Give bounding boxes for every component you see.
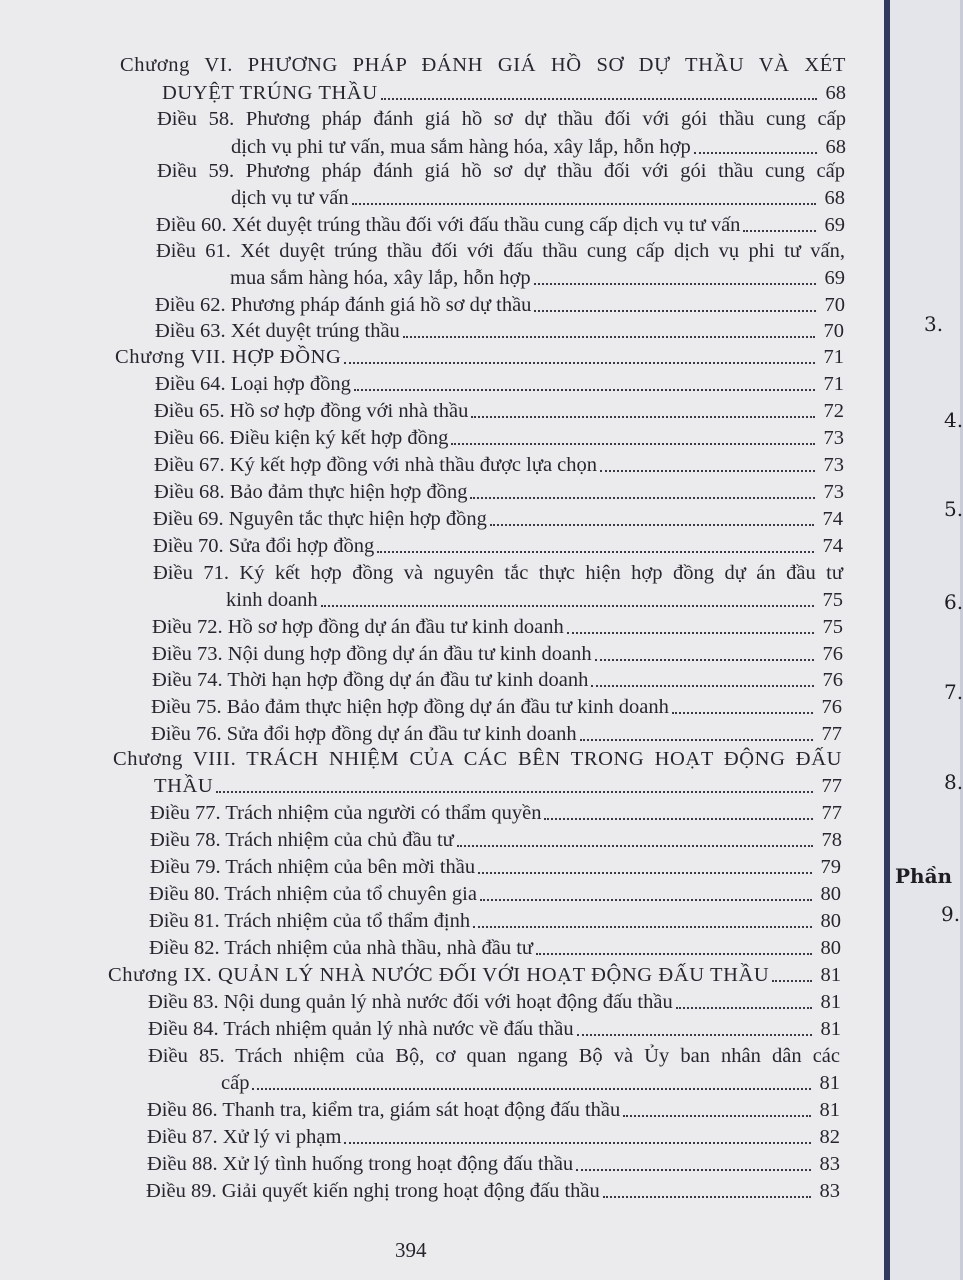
toc-entry-title: DUYỆT TRÚNG THẦU [162,82,378,104]
toc-entry-title: Điều 72. Hồ sơ hợp đồng dự án đầu tư kinh doanh [152,616,564,638]
dot-leader [490,524,814,526]
dot-leader [252,1088,811,1090]
adjacent-fragment: 4. [944,408,963,432]
toc-entry-title: THẦU [154,775,214,797]
toc-page-number: 73 [823,454,844,476]
dot-leader [354,389,815,391]
toc-page-number: 72 [823,400,844,422]
toc-article-line [154,479,844,505]
toc-entry-title: Điều 89. Giải quyết kiến nghị trong hoạt động đấu thầu [146,1180,600,1202]
dot-leader [536,953,812,955]
toc-entry-title: Điều 70. Sửa đổi hợp đồng [153,535,375,557]
toc-page-number: 81 [819,1099,840,1121]
toc-page-number: 80 [820,937,841,959]
toc-entry-title: Điều 86. Thanh tra, kiểm tra, giám sát hoạt động đấu thầu [147,1099,621,1121]
toc-article-line [231,185,845,211]
toc-article-line [149,881,841,907]
adjacent-fragment: 6. [944,590,963,614]
dot-leader [603,1196,811,1198]
toc-page-number: 77 [821,775,842,797]
toc-chapter-line [113,746,842,772]
toc-article-line [221,1070,840,1096]
toc-page-number: 73 [823,481,844,503]
toc-page-number: 77 [821,723,842,745]
toc-entry-title: Điều 65. Hồ sơ hợp đồng với nhà thầu [154,400,469,422]
toc-entry-title: Điều 66. Điều kiện ký kết hợp đồng [154,427,449,449]
toc-page-number: 76 [821,696,842,718]
toc-article-line [155,318,844,344]
toc-entry-title: Điều 74. Thời hạn hợp đồng dự án đầu tư kinh doanh [152,669,589,691]
adjacent-fragment: 3. [924,312,944,336]
toc-page-number: 82 [819,1126,840,1148]
toc-article-line [155,371,844,397]
toc-page-number: 75 [822,616,843,638]
toc-page-number: 75 [822,589,843,611]
toc-article-line [149,935,841,961]
toc-article-line [230,265,845,291]
toc-entry-title: Điều 73. Nội dung hợp đồng dự án đầu tư kinh doanh [152,643,592,665]
dot-leader [600,470,815,472]
toc-page-number: 74 [822,535,843,557]
toc-page-number: 70 [823,320,844,342]
toc-entry-title: Điều 69. Nguyên tắc thực hiện hợp đồng [153,508,487,530]
toc-article-line [148,1043,840,1069]
dot-leader [694,152,817,154]
toc-chapter-line [162,80,846,106]
dot-leader [480,899,812,901]
toc-article-line [156,212,845,238]
toc-article-line [153,560,843,586]
toc-entry-title: Điều 85. Trách nhiệm của Bộ, cơ quan ngang Bộ và Ủy ban nhân dân các [148,1045,840,1067]
toc-entry-title: Điều 61. Xét duyệt trúng thầu đối với đấu thầu cung cấp dịch vụ phi tư vấn, [156,240,845,262]
dot-leader [478,872,812,874]
adjacent-fragment: 9. [941,902,961,926]
toc-page-number: 70 [824,294,845,316]
adjacent-fragment: 7. [944,680,963,704]
toc-article-line [148,1016,841,1042]
toc-page-number: 81 [820,1018,841,1040]
dot-leader [470,497,815,499]
toc-page-number: 68 [825,136,846,158]
toc-article-line [152,614,843,640]
toc-article-line [146,1178,840,1204]
toc-article-line [226,587,843,613]
dot-leader [743,230,816,232]
dot-leader [591,685,814,687]
adjacent-fragment: 8. [944,770,963,794]
toc-entry-title: Điều 68. Bảo đảm thực hiện hợp đồng [154,481,468,503]
toc-page-number: 80 [820,910,841,932]
toc-entry-title: Điều 82. Trách nhiệm của nhà thầu, nhà đầu tư [149,937,534,959]
dot-leader [352,203,816,205]
dot-leader [544,818,813,820]
toc-article-line [153,506,843,532]
toc-entry-title: Điều 80. Trách nhiệm của tổ chuyên gia [149,883,477,905]
dot-leader [403,336,815,338]
toc-article-line [151,694,842,720]
toc-article-line [152,641,843,667]
toc-entry-title: Chương VII. HỢP ĐỒNG [115,346,342,368]
dot-leader [457,845,813,847]
toc-entry-title: Điều 81. Trách nhiệm của tổ thẩm định [149,910,471,932]
dot-leader [576,1169,811,1171]
dot-leader [676,1007,812,1009]
toc-article-line [150,854,841,880]
dot-leader [451,443,815,445]
toc-article-line [154,452,844,478]
dot-leader [577,1034,812,1036]
toc-page-number: 83 [819,1180,840,1202]
toc-entry-title: mua sắm hàng hóa, xây lắp, hỗn hợp [230,267,531,289]
toc-chapter-line [115,344,844,370]
toc-page-number: 81 [819,1072,840,1094]
toc-page-number: 73 [823,427,844,449]
dot-leader [595,659,814,661]
toc-page-number: 83 [819,1153,840,1175]
dot-leader [473,926,812,928]
toc-page-number: 77 [821,802,842,824]
toc-article-line [156,238,845,264]
toc-entry-title: Điều 88. Xử lý tình huống trong hoạt động đấu thầu [147,1153,574,1175]
toc-page-number: 81 [820,964,841,986]
toc-article-line [154,425,844,451]
toc-entry-title: Điều 63. Xét duyệt trúng thầu [155,320,400,342]
toc-chapter-line [120,52,846,78]
dot-leader [377,551,814,553]
toc-page-number: 80 [820,883,841,905]
toc-page-number: 74 [822,508,843,530]
toc-page-number: 69 [824,214,845,236]
dot-leader [344,1142,811,1144]
toc-page-number: 69 [824,267,845,289]
dot-leader [534,283,816,285]
toc-article-line [147,1097,840,1123]
dot-leader [672,712,813,714]
toc-page-number: 68 [825,82,846,104]
toc-page-number: 81 [820,991,841,1013]
toc-article-line [148,989,841,1015]
toc-page-number: 79 [820,856,841,878]
toc-entry-title: Điều 60. Xét duyệt trúng thầu đối với đấu thầu cung cấp dịch vụ tư vấn [156,214,741,236]
dot-leader [567,632,814,634]
dot-leader [216,791,813,793]
toc-entry-title: kinh doanh [226,589,318,611]
adjacent-page [890,0,963,1280]
toc-entry-title: Điều 76. Sửa đổi hợp đồng dự án đầu tư kinh doanh [151,723,577,745]
toc-entry-title: Điều 64. Loại hợp đồng [155,373,351,395]
dot-leader [381,98,817,100]
toc-article-line [231,134,846,160]
toc-article-line [153,533,843,559]
dot-leader [471,416,815,418]
toc-entry-title: dịch vụ phi tư vấn, mua sắm hàng hóa, xây lắp, hỗn hợp [231,136,691,158]
toc-entry-title: Điều 84. Trách nhiệm quản lý nhà nước về đấu thầu [148,1018,574,1040]
toc-article-line [149,908,841,934]
toc-entry-title: Chương VIII. TRÁCH NHIỆM CỦA CÁC BÊN TRONG HOẠT ĐỘNG ĐẤU [113,748,842,770]
toc-entry-title: Điều 58. Phương pháp đánh giá hồ sơ dự thầu đối với gói thầu cung cấp [157,108,846,130]
toc-article-line [151,721,842,747]
toc-article-line [147,1124,840,1150]
toc-entry-title: dịch vụ tư vấn [231,187,349,209]
dot-leader [534,310,816,312]
dot-leader [623,1115,811,1117]
toc-article-line [147,1151,840,1177]
toc-article-line [154,398,844,424]
toc-chapter-line [154,773,842,799]
toc-article-line [150,827,842,853]
dot-leader [580,739,813,741]
toc-page-number: 78 [821,829,842,851]
toc-entry-title: Điều 62. Phương pháp đánh giá hồ sơ dự thầu [155,294,532,316]
toc-entry-title: Điều 79. Trách nhiệm của bên mời thầu [150,856,476,878]
toc-entry-title: Điều 71. Ký kết hợp đồng và nguyên tắc thực hiện hợp đồng dự án đầu tư [153,562,843,584]
toc-entry-title: cấp [221,1072,250,1094]
toc-article-line [150,800,842,826]
toc-entry-title: Điều 87. Xử lý vi phạm [147,1126,342,1148]
dot-leader [321,605,814,607]
toc-entry-title: Điều 77. Trách nhiệm của người có thẩm quyền [150,802,542,824]
dot-leader [772,980,812,982]
adjacent-fragment: 5. [944,497,963,521]
page-number: 394 [395,1238,427,1262]
toc-entry-title: Điều 67. Ký kết hợp đồng với nhà thầu được lựa chọn [154,454,598,476]
toc-page-number: 71 [823,373,844,395]
dot-leader [344,362,815,364]
toc-article-line [157,106,846,132]
toc-chapter-line [108,962,841,988]
toc-page-number: 76 [822,669,843,691]
toc-entry-title: Chương VI. PHƯƠNG PHÁP ĐÁNH GIÁ HỒ SƠ DỰ THẦU VÀ XÉT [120,54,846,76]
toc-entry-title: Điều 75. Bảo đảm thực hiện hợp đồng dự án đầu tư kinh doanh [151,696,669,718]
toc-entry-title: Chương IX. QUẢN LÝ NHÀ NƯỚC ĐỐI VỚI HOẠT ĐỘNG ĐẤU THẦU [108,964,770,986]
toc-entry-title: Điều 78. Trách nhiệm của chủ đầu tư [150,829,454,851]
toc-article-line [155,292,845,318]
adjacent-fragment: Phần [895,864,953,888]
toc-page-number: 71 [823,346,844,368]
toc-entry-title: Điều 59. Phương pháp đánh giá hồ sơ dự thầu đối với gói thầu cung cấp [157,160,845,182]
toc-page-number: 68 [824,187,845,209]
toc-article-line [152,667,843,693]
toc-entry-title: Điều 83. Nội dung quản lý nhà nước đối với hoạt động đấu thầu [148,991,673,1013]
toc-page-number: 76 [822,643,843,665]
toc-article-line [157,158,845,184]
